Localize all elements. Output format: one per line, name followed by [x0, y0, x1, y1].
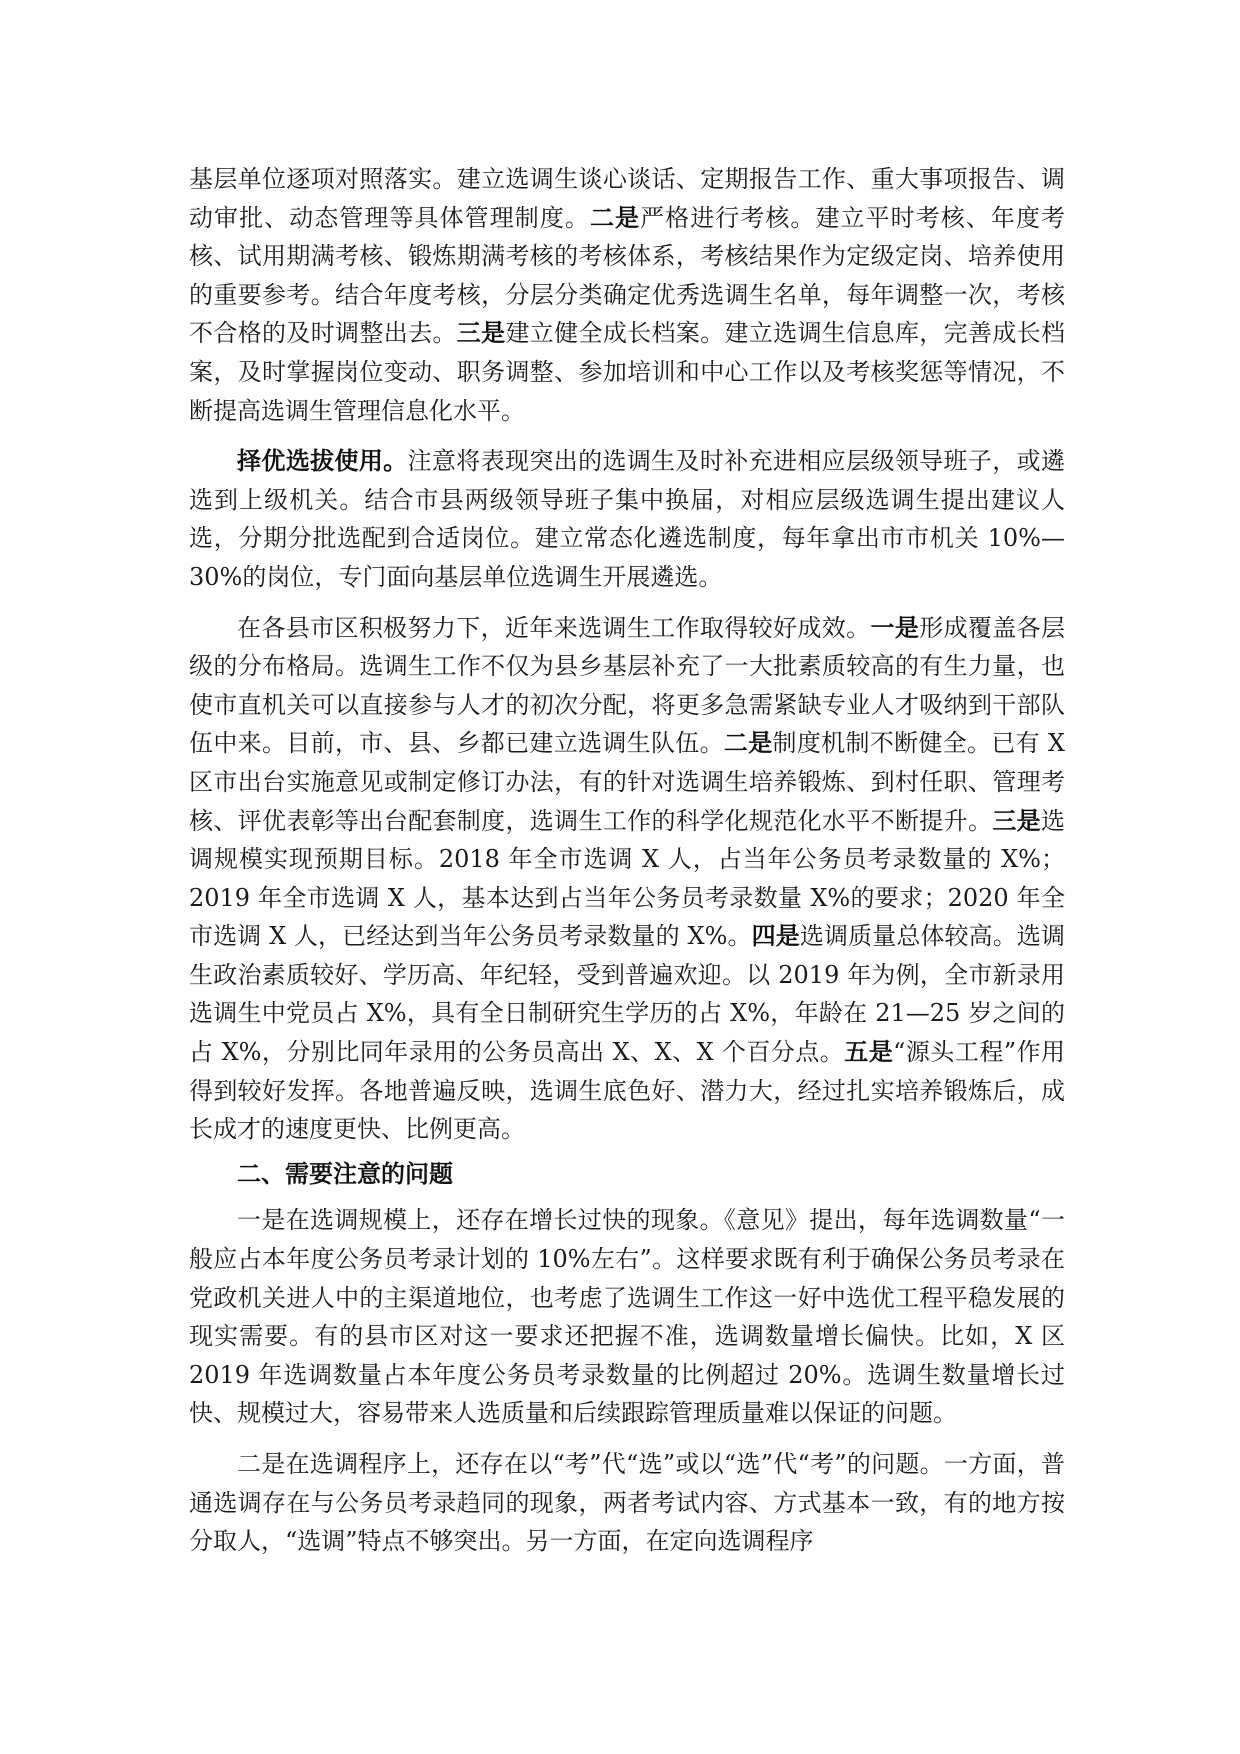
text-run: 建立健全成长档案。建立选调生信息库，完善成长档案，及时掌握岗位变动、职务调整、参加培训和中心工作以及考核奖惩等情况，不断提高选调生管理信息化水平。 [189, 319, 1066, 425]
section-heading: 二、需要注意的问题 [237, 1158, 453, 1188]
paragraph-issue-procedure: 二是在选调程序上，还存在以“考”代“选”或以“选”代“考”的问题。一方面，普通选调存在与公务员考录趋同的现象，两者考试内容、方式基本一致，有的地方按分取人，“选调”特点不够突出。另一方面，在定向选调程序 [189, 1450, 1065, 1556]
paragraph-achievements [189, 609, 1065, 1149]
paragraph-issue-scale: 一是在选调规模上，还存在增长过快的现象。《意见》提出，每年选调数量“一般应占本年度公务员考录计划的 10%左右”。这样要求既有利于确保公务员考录在党政机关进人中的主渠道地位，也考虑了选调生工作这一好中选优工程平稳发展的现实需要。有的县市区对这一要求还把握不准，选调数量增长偏快。比如，X 区 2019 年选调数量占本年度公务员考录数量的比例超过 20%。选调生数量增长过快、规模过大，容易带来人选质量和后续跟踪管理质量难以保证的问题。 [189, 1206, 1065, 1428]
text-run: 形成覆盖各层级的分布格局。选调生工作不仅为县乡基层补充了一大批素质较高的有生力量，也使市直机关可以直接参与人才的初次分配，将更多急需紧缺专业人才吸纳到干部队伍中来。目前，市、县、乡都已建立选调生队伍。 [189, 613, 1066, 758]
bold-marker: 五是 [844, 1037, 894, 1067]
text-run: 注意将表现突出的选调生及时补充进相应层级领导班子，或遴选到上级机关。结合市县两级领导班子集中换届，对相应层级选调生提出建议人选，分期分批选配到合适岗位。建立常态化遴选制度，每年拿出市市机关 10%—30%的岗位，专门面向基层单位选调生开展遴选。 [189, 447, 1065, 591]
bold-marker: 四是 [751, 921, 800, 951]
bold-marker: 三是 [456, 318, 506, 348]
text-run: “源头工程”作用得到较好发挥。各地普遍反映，选调生底色好、潜力大，经过扎实培养锻炼后，成长成才的速度更快、比例更高。 [189, 1038, 1066, 1144]
paragraph-selection-use [189, 442, 1065, 596]
paragraph-management-system [189, 160, 1065, 430]
bold-marker: 二是 [589, 202, 641, 232]
text-run: 严格进行考核。建立平时考核、年度考核、试用期满考核、锻炼期满考核的考核体系，考核结果作为定级定岗、培养使用的重要参考。结合年度考核，分层分类确定优秀选调生名单，每年调整一次，考核不合格的及时调整出去。 [189, 203, 1066, 348]
bold-marker: 三是 [992, 805, 1041, 835]
text-run: 选调规模实现预期目标。2018 年全市选调 X 人，占当年公务员考录数量的 X%；2019 年全市选调 X 人，基本达到占当年公务员考录数量 X%的要求；2020 年全市选调 X 人，已经达到当年公务员考录数量的 X%。 [189, 806, 1065, 951]
bold-lead: 择优选拔使用。 [237, 446, 408, 476]
document-page [189, 160, 1065, 1573]
text-run: 制度机制不断健全。已有 X 区市出台实施意见或制定修订办法，有的针对选调生培养锻炼、到村任职、管理考核、评优表彰等出台配套制度，选调生工作的科学化规范化水平不断提升。 [189, 729, 1066, 835]
text-run: 选调质量总体较高。选调生政治素质较好、学历高、年纪轻，受到普遍欢迎。以 2019 年为例，全市新录用选调生中党员占 X%，具有全日制研究生学历的占 X%，年龄在 21—25 岁之间的占 X%，分别比同年录用的公务员高出 X、X、X 个百分点。 [189, 922, 1066, 1067]
bold-marker: 二是 [723, 728, 773, 758]
bold-marker: 一是 [870, 612, 920, 642]
text-run: 基层单位逐项对照落实。建立选调生谈心谈话、定期报告工作、重大事项报告、调动审批、动态管理等具体管理制度。 [189, 165, 1065, 232]
text-run: 在各县市区积极努力下，近年来选调生工作取得较好成效。 [237, 613, 871, 642]
